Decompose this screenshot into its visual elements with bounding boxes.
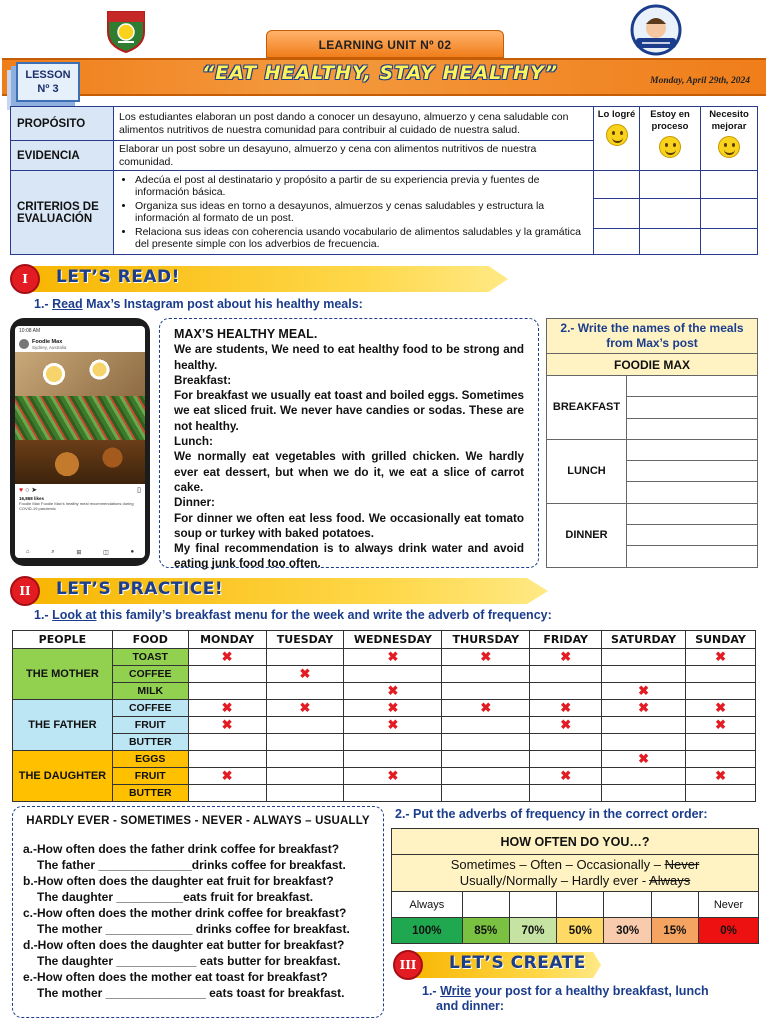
day-cell bbox=[442, 785, 530, 802]
adverb-slot[interactable] bbox=[557, 892, 604, 918]
day-cell bbox=[686, 785, 756, 802]
day-cell bbox=[266, 700, 344, 717]
column-header: MONDAY bbox=[188, 631, 266, 649]
post-caption: Foodie Max Foodie Max's healthy meal recommendations during COVID-19 pandemic bbox=[19, 501, 134, 511]
home-icon[interactable]: ⌂ bbox=[25, 549, 30, 555]
day-cell bbox=[266, 666, 344, 683]
day-cell bbox=[686, 717, 756, 734]
instruction-number: 1.- bbox=[34, 297, 49, 311]
neutral-face-icon bbox=[718, 136, 740, 158]
lesson-badge bbox=[16, 62, 80, 102]
column-header: FRIDAY bbox=[530, 631, 602, 649]
cross-mark-icon: ✖ bbox=[715, 700, 726, 715]
phone-status: 10:08 AM bbox=[19, 328, 41, 334]
cross-mark-icon: ✖ bbox=[387, 700, 399, 715]
cross-mark-icon: ✖ bbox=[715, 768, 726, 783]
col-proceso bbox=[640, 107, 701, 171]
cross-mark-icon: ✖ bbox=[480, 700, 492, 715]
phone-mockup bbox=[10, 318, 150, 566]
post-location: Sydney, Australia bbox=[32, 344, 67, 350]
frequency-table bbox=[391, 828, 759, 944]
section-read-banner bbox=[0, 262, 508, 294]
cross-mark-icon: ✖ bbox=[299, 700, 311, 715]
day-cell bbox=[344, 734, 442, 751]
day-cell bbox=[602, 649, 686, 666]
lesson-number: Nº 3 bbox=[37, 83, 59, 95]
lesson-label: LESSON bbox=[25, 69, 71, 81]
post-user bbox=[15, 336, 145, 352]
instruction-text: Max’s Instagram post about his healthy meals: bbox=[86, 297, 363, 311]
day-cell bbox=[188, 751, 266, 768]
adverb-slot[interactable] bbox=[462, 892, 509, 918]
answer-line[interactable] bbox=[627, 525, 758, 546]
lunch-text: We normally eat vegetables with grilled chicken. We hardly ever eat dessert, but when we do it, we eat a slice of carrot cake. bbox=[174, 450, 524, 494]
percent-cell: 100% bbox=[392, 918, 463, 944]
percent-cell: 15% bbox=[651, 918, 698, 944]
eval-cell[interactable] bbox=[594, 229, 640, 255]
eval-cell[interactable] bbox=[701, 229, 758, 255]
day-cell bbox=[530, 751, 602, 768]
person-cell: THE MOTHER bbox=[13, 649, 113, 700]
day-cell bbox=[188, 700, 266, 717]
answer-sentence[interactable]: The mother _______________ eats toast for breakfast. bbox=[37, 986, 345, 1000]
food-cell: EGGS bbox=[112, 751, 188, 768]
col-lo-logre bbox=[594, 107, 640, 171]
day-cell bbox=[266, 785, 344, 802]
day-cell bbox=[686, 751, 756, 768]
school-crest-icon bbox=[104, 8, 148, 54]
answer-line[interactable] bbox=[627, 503, 758, 524]
date: Monday, April 29th, 2024 bbox=[650, 76, 750, 86]
eval-cell[interactable] bbox=[640, 199, 701, 229]
col-lo-logre-label: Lo logré bbox=[597, 109, 636, 120]
add-icon[interactable]: ⊞ bbox=[76, 549, 82, 556]
food-cell: TOAST bbox=[112, 649, 188, 666]
instagram-screen bbox=[15, 326, 145, 558]
post-username: Foodie Max bbox=[32, 338, 63, 345]
day-cell bbox=[344, 717, 442, 734]
questions-box bbox=[12, 806, 384, 1018]
col-mejorar-label: Necesito mejorar bbox=[709, 109, 749, 132]
day-cell bbox=[602, 666, 686, 683]
day-cell bbox=[344, 700, 442, 717]
day-cell bbox=[686, 734, 756, 751]
percent-cell: 85% bbox=[462, 918, 509, 944]
criterio-item: • Adecúa el post al destinatario y propósito a partir de su experiencia previa y fuentes de información básica. bbox=[135, 174, 588, 199]
day-cell bbox=[602, 751, 686, 768]
section-create-banner bbox=[383, 948, 603, 980]
cross-mark-icon: ✖ bbox=[221, 649, 233, 664]
teacher-badge-icon bbox=[628, 4, 684, 56]
post-intro: We are students, We need to eat healthy food to be strong and healthy. bbox=[174, 343, 524, 372]
adverbs-line1: Sometimes – Often – Occasionally – bbox=[450, 857, 665, 872]
heart-icon[interactable]: ♥ bbox=[19, 487, 24, 494]
day-cell bbox=[686, 768, 756, 785]
percent-cell: 0% bbox=[699, 918, 759, 944]
day-cell bbox=[530, 683, 602, 700]
day-cell bbox=[530, 768, 602, 785]
breakfast-heading: Breakfast: bbox=[174, 373, 232, 387]
cross-mark-icon: ✖ bbox=[480, 649, 492, 664]
breakfast-text: For breakfast we usually eat toast and boiled eggs. Sometimes we eat sliced fruit. We never have candies or sodas. These are not healthy. bbox=[174, 389, 524, 433]
day-cell bbox=[188, 768, 266, 785]
day-cell bbox=[602, 768, 686, 785]
instruction-verb: Read bbox=[52, 297, 83, 311]
day-cell bbox=[686, 649, 756, 666]
closing-text: My final recommendation is to always drink water and avoid eating junk food too often. bbox=[174, 542, 524, 571]
day-cell bbox=[602, 734, 686, 751]
frequency-header: HOW OFTEN DO YOU…? bbox=[392, 829, 759, 855]
table-row bbox=[13, 649, 756, 666]
column-header: PEOPLE bbox=[13, 631, 113, 649]
day-cell bbox=[344, 683, 442, 700]
day-cell bbox=[602, 700, 686, 717]
day-cell bbox=[530, 785, 602, 802]
food-cell: MILK bbox=[112, 683, 188, 700]
col-mejorar bbox=[701, 107, 758, 171]
section-title: LET’S READ! bbox=[56, 267, 180, 287]
post-title: MAX’S HEALTHY MEAL. bbox=[174, 327, 318, 341]
day-cell bbox=[344, 666, 442, 683]
cross-mark-icon: ✖ bbox=[560, 700, 572, 715]
meal-dinner: DINNER bbox=[547, 503, 627, 567]
eval-cell[interactable] bbox=[594, 171, 640, 199]
criterio-item: • Relaciona sus ideas con coherencia usando vocabulario de alimentos saludables y la gramática del presente simple con los adverbios de frecuencia. bbox=[135, 226, 588, 251]
dinner-heading: Dinner: bbox=[174, 496, 215, 510]
food-cell: COFFEE bbox=[112, 666, 188, 683]
food-cell: BUTTER bbox=[112, 785, 188, 802]
grin-icon bbox=[659, 136, 681, 158]
table-row bbox=[13, 751, 756, 768]
person-cell: THE DAUGHTER bbox=[13, 751, 113, 802]
day-cell bbox=[442, 734, 530, 751]
column-header: FOOD bbox=[112, 631, 188, 649]
day-cell bbox=[188, 649, 266, 666]
cross-mark-icon: ✖ bbox=[715, 649, 726, 664]
table-row bbox=[13, 666, 756, 683]
day-cell bbox=[188, 785, 266, 802]
practice-instruction bbox=[34, 608, 552, 622]
day-cell bbox=[530, 717, 602, 734]
frequency-adverbs bbox=[392, 855, 759, 892]
eval-cell[interactable] bbox=[701, 171, 758, 199]
instruction-text: your post for a healthy breakfast, lunch bbox=[474, 984, 709, 998]
day-cell bbox=[266, 717, 344, 734]
instruction-number: 1.- bbox=[422, 984, 437, 998]
table-row bbox=[13, 717, 756, 734]
page-title: “EAT HEALTHY, STAY HEALTHY” bbox=[201, 62, 558, 84]
breakfast-menu-table bbox=[12, 630, 756, 802]
question-text: d.-How often does the daughter eat butter for breakfast? bbox=[23, 938, 345, 952]
day-cell bbox=[530, 734, 602, 751]
day-cell bbox=[602, 717, 686, 734]
day-cell bbox=[266, 649, 344, 666]
meal-lunch: LUNCH bbox=[547, 439, 627, 503]
column-header: TUESDAY bbox=[266, 631, 344, 649]
table-row bbox=[13, 768, 756, 785]
cross-mark-icon: ✖ bbox=[560, 649, 572, 664]
instruction-text-2: and dinner: bbox=[436, 999, 505, 1013]
answer-line[interactable] bbox=[627, 546, 758, 567]
cross-mark-icon: ✖ bbox=[638, 683, 650, 698]
meals-header: FOODIE MAX bbox=[547, 354, 758, 376]
eval-cell[interactable] bbox=[594, 199, 640, 229]
day-cell bbox=[188, 734, 266, 751]
purpose-table bbox=[10, 106, 758, 255]
meals-table bbox=[546, 318, 758, 568]
day-cell bbox=[188, 717, 266, 734]
proposito-label: PROPÓSITO bbox=[11, 107, 114, 141]
meals-question: 2.- Write the names of the meals from Max’s post bbox=[547, 319, 758, 354]
search-icon[interactable]: ⌕ bbox=[51, 548, 55, 555]
column-header: SUNDAY bbox=[686, 631, 756, 649]
eval-cell[interactable] bbox=[640, 229, 701, 255]
instruction-number: 1.- bbox=[34, 608, 49, 622]
cross-mark-icon: ✖ bbox=[387, 683, 399, 698]
col-proceso-label: Estoy en proceso bbox=[650, 109, 690, 132]
section-numeral: III bbox=[393, 950, 423, 980]
read-instruction bbox=[34, 297, 363, 311]
day-cell bbox=[602, 683, 686, 700]
post-actions bbox=[15, 484, 145, 496]
criterios-label: CRITERIOS DE EVALUACIÓN bbox=[11, 171, 114, 255]
day-cell bbox=[530, 700, 602, 717]
bookmark-icon[interactable]: ▯ bbox=[137, 487, 141, 494]
food-cell: FRUIT bbox=[112, 717, 188, 734]
question-text: c.-How often does the mother drink coffee for breakfast? bbox=[23, 906, 347, 920]
answer-line[interactable] bbox=[627, 482, 758, 503]
phone-nav bbox=[15, 546, 145, 558]
answer-line[interactable] bbox=[627, 376, 758, 397]
cross-mark-icon: ✖ bbox=[387, 649, 399, 664]
table-row bbox=[13, 734, 756, 751]
instruction-text: this family’s breakfast menu for the week and write the adverb of frequency: bbox=[100, 608, 552, 622]
day-cell bbox=[266, 734, 344, 751]
food-cell: FRUIT bbox=[112, 768, 188, 785]
percent-cell: 50% bbox=[557, 918, 604, 944]
label-always: Always bbox=[392, 892, 463, 918]
lunch-heading: Lunch: bbox=[174, 435, 213, 449]
cross-mark-icon: ✖ bbox=[299, 666, 311, 681]
answer-line[interactable] bbox=[627, 418, 758, 439]
adverbs-always: Always bbox=[649, 873, 691, 888]
question-text: a.-How often does the father drink coffee for breakfast? bbox=[23, 842, 340, 856]
criterios-list bbox=[114, 171, 594, 255]
percent-cell: 70% bbox=[509, 918, 556, 944]
question-text: b.-How often does the daughter eat fruit for breakfast? bbox=[23, 874, 334, 888]
smile-icon bbox=[606, 124, 628, 146]
section-numeral: I bbox=[10, 264, 40, 294]
eval-cell[interactable] bbox=[640, 171, 701, 199]
cross-mark-icon: ✖ bbox=[221, 700, 233, 715]
question-text: e.-How often does the mother eat toast for breakfast? bbox=[23, 970, 328, 984]
adverbs-never: Never bbox=[664, 857, 700, 872]
evidencia-label: EVIDENCIA bbox=[11, 141, 114, 171]
day-cell bbox=[344, 768, 442, 785]
section-title: LET’S PRACTICE! bbox=[56, 579, 224, 599]
shop-icon[interactable]: ◫ bbox=[103, 549, 109, 556]
criterio-item: • Organiza sus ideas en torno a desayunos, almuerzos y cenas saludables y estructura la información al formato de un post. bbox=[135, 200, 588, 225]
cross-mark-icon: ✖ bbox=[638, 700, 650, 715]
avatar bbox=[19, 339, 29, 349]
adverb-slot[interactable] bbox=[604, 892, 651, 918]
day-cell bbox=[530, 649, 602, 666]
vegetables-photo bbox=[15, 396, 145, 440]
answer-line[interactable] bbox=[627, 461, 758, 482]
cross-mark-icon: ✖ bbox=[560, 768, 572, 783]
day-cell bbox=[266, 768, 344, 785]
eval-cell[interactable] bbox=[701, 199, 758, 229]
food-cell: COFFEE bbox=[112, 700, 188, 717]
day-cell bbox=[530, 666, 602, 683]
day-cell bbox=[442, 700, 530, 717]
answer-sentence[interactable]: The mother _____________ drinks coffee for breakfast. bbox=[37, 922, 350, 936]
answer-sentence[interactable]: The daughter __________eats fruit for breakfast. bbox=[37, 890, 314, 904]
table-row bbox=[13, 700, 756, 717]
instruction-verb: Write bbox=[440, 984, 472, 998]
cross-mark-icon: ✖ bbox=[638, 751, 650, 766]
label-never: Never bbox=[699, 892, 759, 918]
cross-mark-icon: ✖ bbox=[221, 768, 233, 783]
day-cell bbox=[344, 649, 442, 666]
cross-mark-icon: ✖ bbox=[387, 717, 399, 732]
likes-count: 16,868 likes bbox=[19, 496, 45, 501]
dinner-text: For dinner we often eat less food. We occasionally eat tomato soup or turkey with baked potatoes. bbox=[174, 511, 524, 540]
day-cell bbox=[266, 683, 344, 700]
day-cell bbox=[188, 683, 266, 700]
food-cell: BUTTER bbox=[112, 734, 188, 751]
instruction-verb: Look at bbox=[52, 608, 97, 622]
profile-icon[interactable]: ● bbox=[130, 549, 135, 555]
column-header: WEDNESDAY bbox=[344, 631, 442, 649]
column-header: THURSDAY bbox=[442, 631, 530, 649]
cross-mark-icon: ✖ bbox=[560, 717, 572, 732]
comment-icon[interactable]: ○ bbox=[25, 487, 30, 494]
day-cell bbox=[266, 751, 344, 768]
day-cell bbox=[602, 785, 686, 802]
evidencia-text: Elaborar un post sobre un desayuno, almuerzo y cena con alimentos nutritivos de nuestra comunidad. bbox=[114, 141, 594, 171]
day-cell bbox=[442, 683, 530, 700]
create-instruction bbox=[422, 984, 709, 1014]
adverbs-line2: Usually/Normally – Hardly ever - bbox=[459, 873, 650, 888]
answer-line[interactable] bbox=[627, 439, 758, 460]
day-cell bbox=[442, 768, 530, 785]
table-row bbox=[13, 785, 756, 802]
proposito-text: Los estudiantes elaboran un post dando a conocer un desayuno, almuerzo y cena saludable con alimentos nutritivos de nuestra comunidad para contribuir al cuidado de nuestra salud. bbox=[114, 107, 594, 141]
section-title: LET’S CREATE bbox=[449, 953, 586, 973]
cross-mark-icon: ✖ bbox=[387, 768, 399, 783]
cross-mark-icon: ✖ bbox=[715, 717, 726, 732]
day-cell bbox=[442, 649, 530, 666]
day-cell bbox=[344, 751, 442, 768]
section-practice-banner bbox=[0, 574, 548, 606]
answer-line[interactable] bbox=[627, 397, 758, 418]
answer-sentence[interactable]: The father ______________drinks coffee for breakfast. bbox=[37, 858, 346, 872]
meal-breakfast: BREAKFAST bbox=[547, 376, 627, 440]
turkey-photo bbox=[15, 440, 145, 484]
eggs-photo bbox=[15, 352, 145, 396]
day-cell bbox=[344, 785, 442, 802]
column-header: SATURDAY bbox=[602, 631, 686, 649]
adverb-slot[interactable] bbox=[509, 892, 556, 918]
section-numeral: II bbox=[10, 576, 40, 606]
max-post bbox=[159, 318, 539, 571]
frequency-instruction: 2.- Put the adverbs of frequency in the correct order: bbox=[395, 807, 708, 821]
day-cell bbox=[442, 666, 530, 683]
learning-unit-label: LEARNING UNIT Nº 02 bbox=[266, 30, 504, 58]
questions-list bbox=[23, 841, 373, 1001]
day-cell bbox=[442, 751, 530, 768]
day-cell bbox=[188, 666, 266, 683]
answer-sentence[interactable]: The daughter ____________ eats butter for breakfast. bbox=[37, 954, 341, 968]
cross-mark-icon: ✖ bbox=[221, 717, 233, 732]
adverb-slot[interactable] bbox=[651, 892, 698, 918]
table-row bbox=[13, 683, 756, 700]
adverbs-bank: HARDLY EVER - SOMETIMES - NEVER - ALWAYS – USUALLY bbox=[26, 815, 370, 827]
person-cell: THE FATHER bbox=[13, 700, 113, 751]
share-icon[interactable]: ➤ bbox=[31, 487, 38, 494]
percent-cell: 30% bbox=[604, 918, 651, 944]
day-cell bbox=[442, 717, 530, 734]
day-cell bbox=[686, 666, 756, 683]
day-cell bbox=[686, 683, 756, 700]
day-cell bbox=[686, 700, 756, 717]
